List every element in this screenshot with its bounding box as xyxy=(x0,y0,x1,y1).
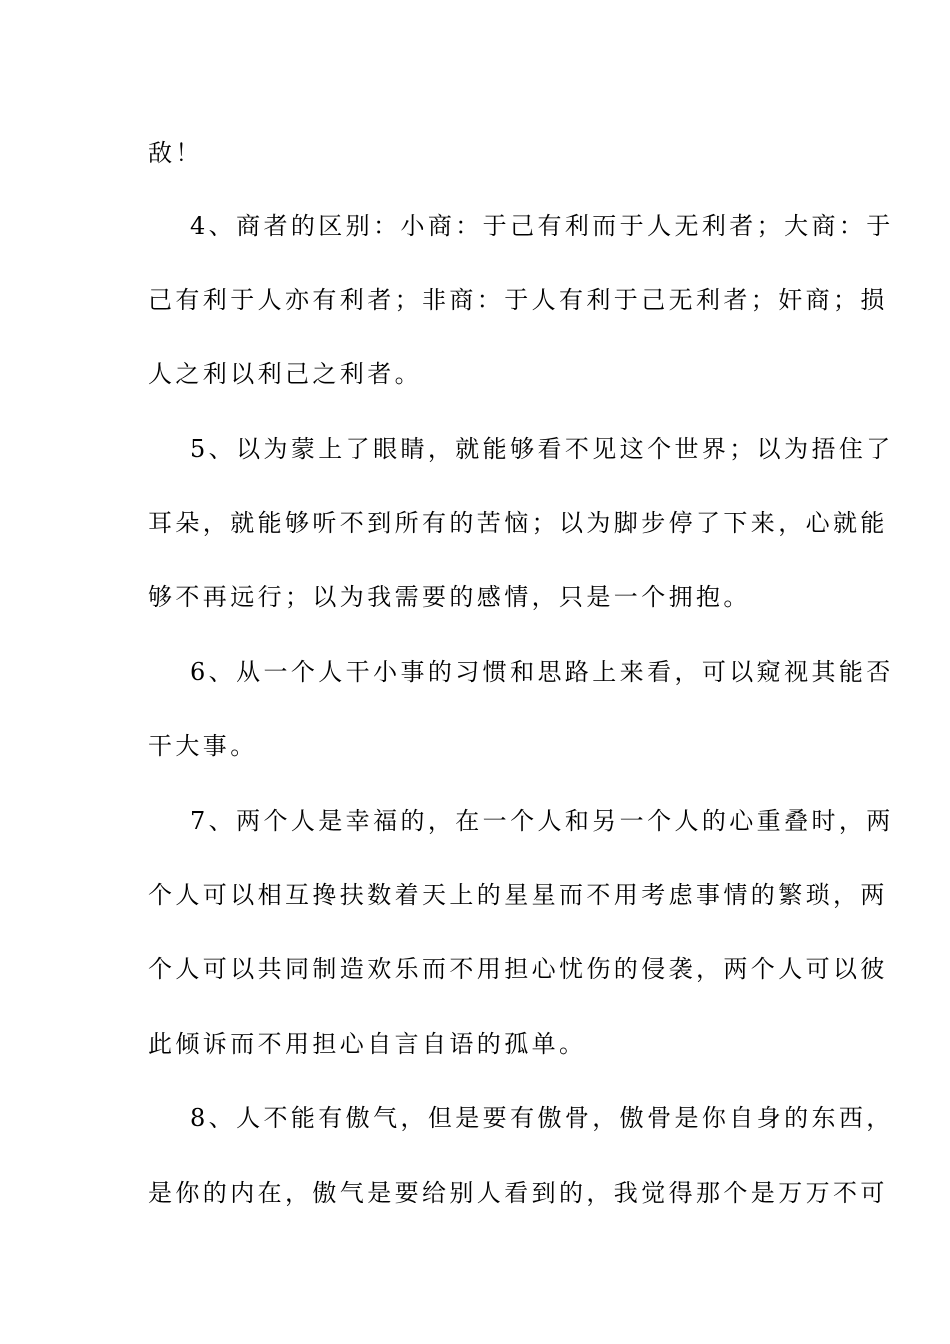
paragraph-5-line-1: 5、以为蒙上了眼睛，就能够看不见这个世界；以为捂住了 xyxy=(190,435,894,463)
paragraph-8-line-1: 8、人不能有傲气，但是要有傲骨，傲骨是你自身的东西， xyxy=(190,1104,894,1132)
paragraph-6-line-1: 6、从一个人干小事的习惯和思路上来看，可以窥视其能否 xyxy=(190,658,894,686)
paragraph-5-line-2: 耳朵，就能够听不到所有的苦恼；以为脚步停了下来，心就能 xyxy=(148,509,888,537)
paragraph-6-line-2: 干大事。 xyxy=(148,732,258,760)
paragraph-7-line-2: 个人可以相互搀扶数着天上的星星而不用考虑事情的繁琐，两 xyxy=(148,881,888,909)
paragraph-4-line-2: 己有利于人亦有利者；非商：于人有利于己无利者；奸商；损 xyxy=(148,286,888,314)
paragraph-4-line-1: 4、商者的区别：小商：于己有利而于人无利者；大商：于 xyxy=(190,212,894,240)
paragraph-7-line-1: 7、两个人是幸福的，在一个人和另一个人的心重叠时，两 xyxy=(190,807,894,835)
paragraph-7-line-4: 此倾诉而不用担心自言自语的孤单。 xyxy=(148,1030,587,1058)
text-line: 敌！ xyxy=(148,139,203,167)
paragraph-5-line-3: 够不再远行；以为我需要的感情，只是一个拥抱。 xyxy=(148,583,751,611)
paragraph-7-line-3: 个人可以共同制造欢乐而不用担心忧伤的侵袭，两个人可以彼 xyxy=(148,955,888,983)
paragraph-4-line-3: 人之利以利己之利者。 xyxy=(148,360,422,388)
paragraph-8-line-2: 是你的内在，傲气是要给别人看到的，我觉得那个是万万不可 xyxy=(148,1179,888,1207)
